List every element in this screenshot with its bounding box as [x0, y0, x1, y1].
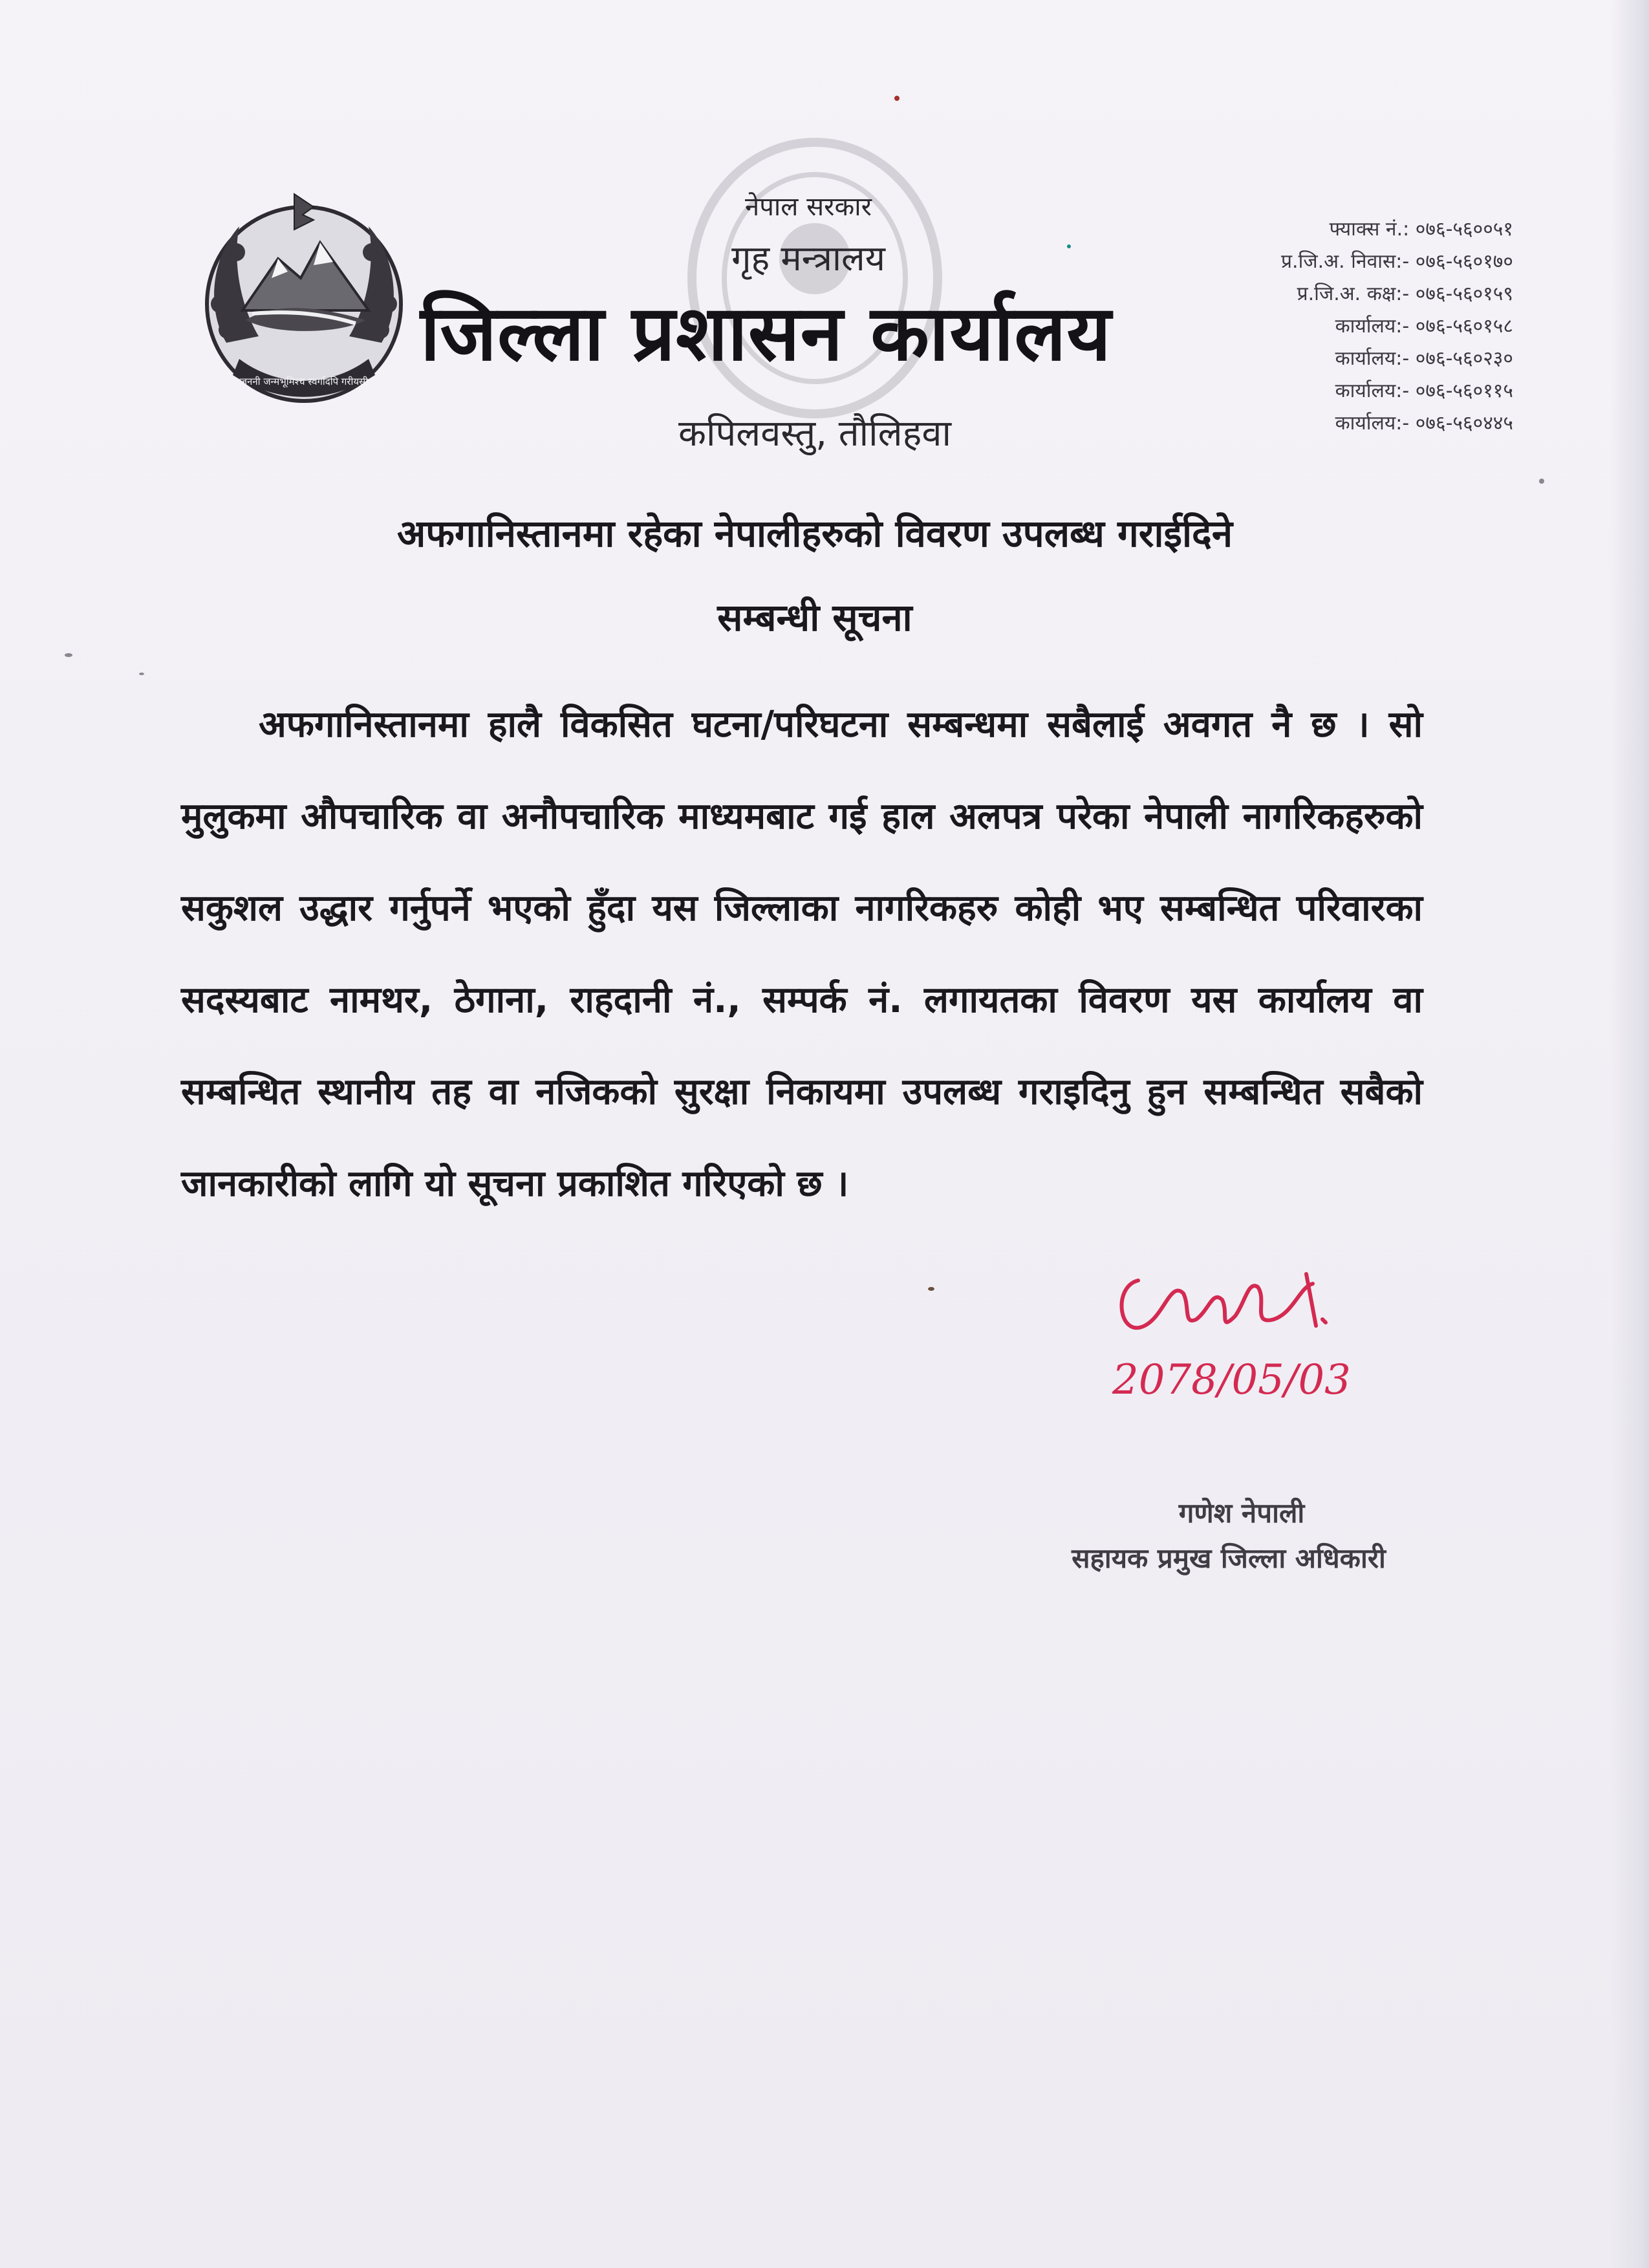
signer-title: सहायक प्रमुख जिल्ला अधिकारी	[1072, 1542, 1386, 1574]
contact-cdo-room: प्र.जि.अ. कक्ष:- ०७६-५६०१५९	[1297, 283, 1513, 305]
notice-title-line: सम्बन्धी सूचना	[717, 596, 912, 640]
contact-fax: फ्याक्स नं.: ०७६-५६००५१	[1329, 218, 1513, 241]
contact-cdo-residence: प्र.जि.अ. निवास:- ०७६-५६०१७०	[1280, 250, 1513, 273]
contact-office: कार्यालय:- ०७६-५६०२३०	[1335, 347, 1513, 370]
scan-speck	[1067, 244, 1071, 248]
scan-speck	[1539, 479, 1544, 484]
scan-speck	[928, 1287, 934, 1291]
scan-speck	[139, 673, 144, 675]
page-edge-shadow	[1610, 0, 1649, 2268]
scan-speck	[65, 653, 72, 657]
signature-date: 2078/05/03	[1112, 1356, 1351, 1404]
contact-office: कार्यालय:- ०७६-५६०४४५	[1335, 412, 1513, 435]
notice-title	[168, 491, 1461, 660]
contact-office: कार्यालय:- ०७६-५६०१५८	[1335, 315, 1513, 338]
notice-body	[181, 679, 1423, 1230]
contact-office: कार्यालय:- ०७६-५६०११५	[1335, 380, 1513, 402]
signer-name: गणेश नेपाली	[1178, 1497, 1305, 1529]
ministry-name: गृह मन्त्रालय	[731, 238, 885, 279]
nepal-emblem-icon	[181, 181, 427, 427]
emblem-motto: जननी जन्मभूमिश्च स्वर्गादपि गरीयसी	[239, 376, 369, 387]
scan-speck	[894, 96, 900, 101]
office-title: जिल्ला प्रशासन कार्यालय	[420, 288, 1112, 378]
notice-title-line: अफगानिस्तानमा रहेका नेपालीहरुको विवरण उपलब्ध गराईदिने	[396, 512, 1233, 556]
government-name: नेपाल सरकार	[745, 192, 872, 222]
notice-paragraph: अफगानिस्तानमा हालै विकसित घटना/परिघटना सम्बन्धमा सबैलाई अवगत नै छ । सो मुलुकमा औपचारिक वा अनौपचारिक माध्यमबाट गई हाल अलपत्र परेका नेपाली नागरिकहरुको सकुशल उद्धार गर्नुपर्ने भएको हुँदा यस जिल्लाका नागरिकहरु कोही भए सम्बन्धित परिवारका सदस्यबाट नामथर, ठेगाना, राहदानी नं., सम्पर्क नं. लगायतका विवरण यस कार्यालय वा सम्बन्धित स्थानीय तह वा नजिकको सुरक्षा निकायमा उपलब्ध गराइदिनु हुन सम्बन्धित सबैको जानकारीको लागि यो सूचना प्रकाशित गरिएको छ ।	[181, 704, 1423, 1205]
office-address: कपिलवस्तु, तौलिहवा	[678, 413, 951, 455]
handwritten-signature	[1099, 1255, 1384, 1423]
contact-list	[1112, 213, 1513, 440]
